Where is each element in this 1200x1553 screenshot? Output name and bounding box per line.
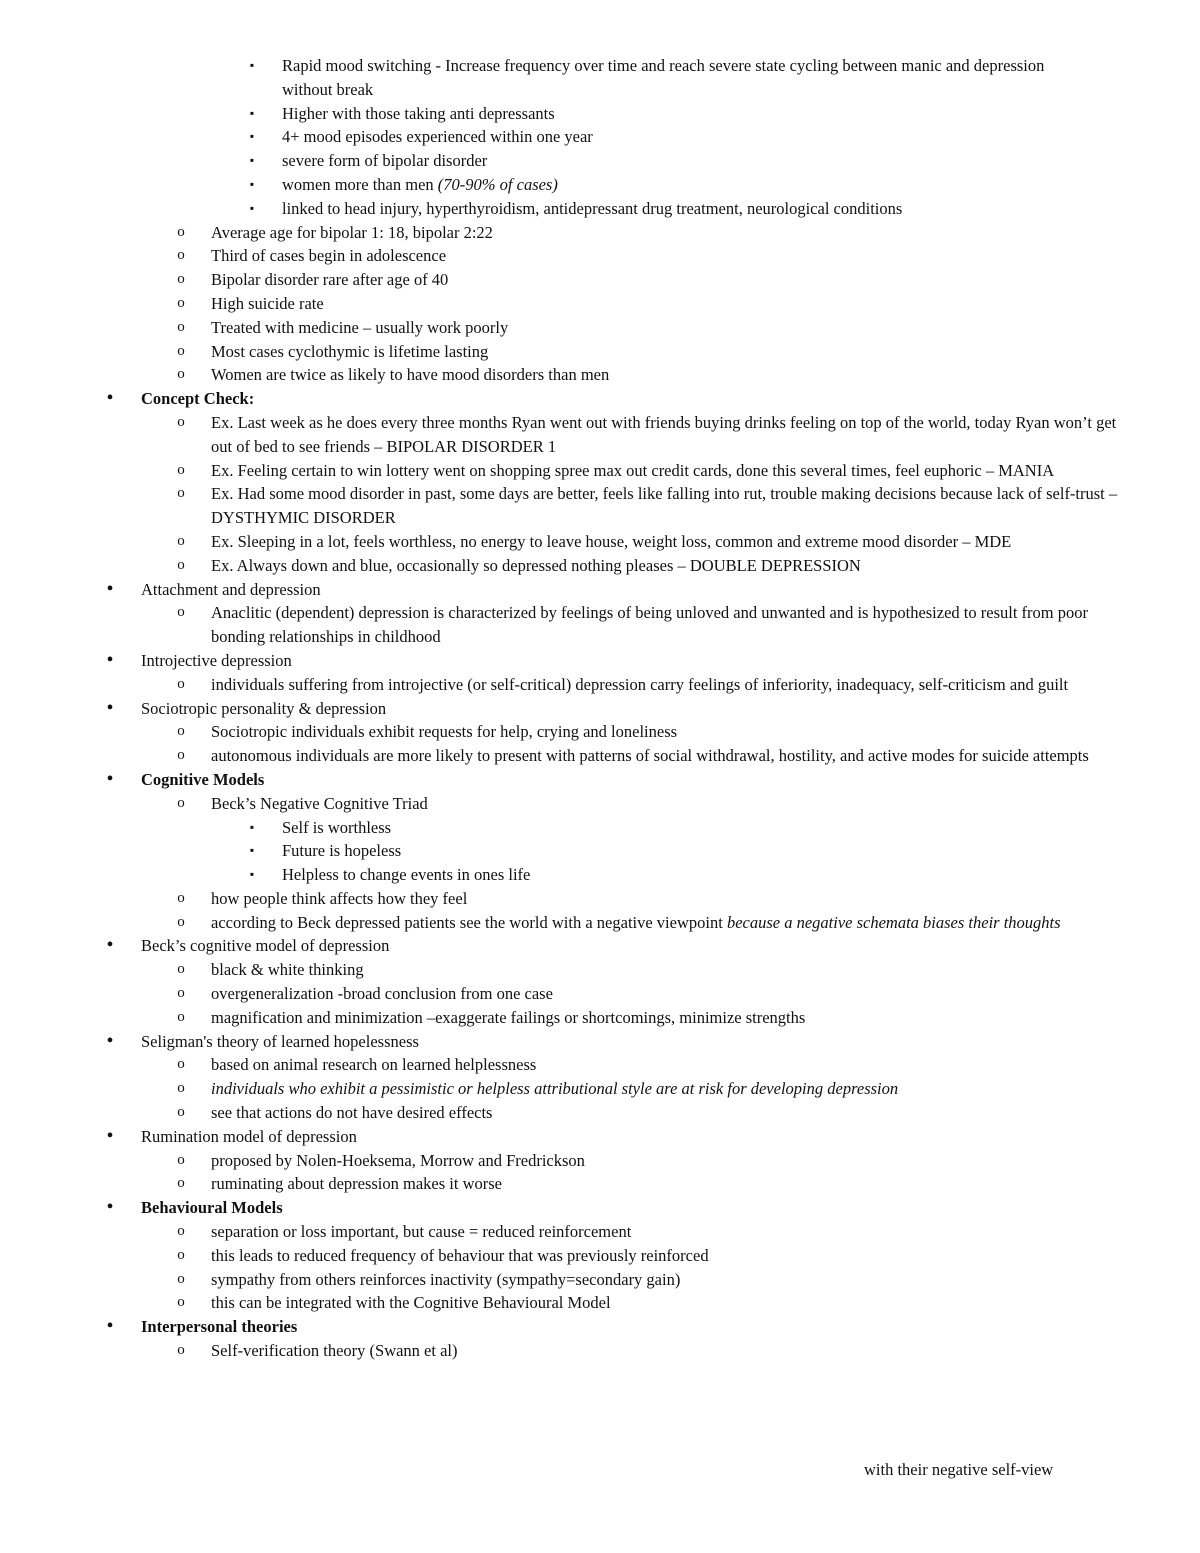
list-item-text: based on animal research on learned helplessness bbox=[211, 1055, 537, 1075]
list-item-text: Third of cases begin in adolescence bbox=[211, 246, 447, 266]
list-item-level-1 bbox=[0, 1125, 1200, 1149]
bullet-marker: ▪ bbox=[249, 105, 255, 120]
bullet-marker: o bbox=[177, 1008, 185, 1025]
list-item-level-3 bbox=[0, 863, 1200, 887]
bullet-marker: o bbox=[177, 461, 185, 478]
list-item-text: Behavioural Models bbox=[141, 1198, 283, 1218]
list-item-level-2 bbox=[0, 1291, 1200, 1315]
bullet-marker: o bbox=[177, 1080, 185, 1097]
list-item-level-3 bbox=[0, 197, 1200, 221]
bullet-marker: o bbox=[177, 961, 185, 978]
list-item-level-1 bbox=[0, 387, 1200, 411]
bullet-marker: o bbox=[177, 675, 185, 692]
list-item-text: women more than men bbox=[282, 174, 438, 194]
list-item-level-2 bbox=[0, 887, 1200, 911]
list-item-text: separation or loss important, but cause = reduced reinforcement bbox=[211, 1222, 632, 1242]
list-item-text: Introjective depression bbox=[141, 650, 292, 670]
bullet-marker: o bbox=[177, 1175, 185, 1192]
bullet-marker: o bbox=[177, 247, 185, 264]
list-item-level-1 bbox=[0, 578, 1200, 602]
bullet-marker: o bbox=[177, 1056, 185, 1073]
bullet-marker: o bbox=[177, 318, 185, 335]
list-item-text: Most cases cyclothymic is lifetime lasting bbox=[211, 341, 489, 361]
bullet-marker: o bbox=[177, 532, 185, 549]
bullet-marker: ▪ bbox=[249, 200, 255, 215]
bullet-marker: ▪ bbox=[249, 176, 255, 191]
notes-outline bbox=[0, 54, 1200, 1363]
list-item-text: Concept Check: bbox=[141, 389, 255, 409]
list-item-level-1 bbox=[0, 1196, 1200, 1220]
bullet-marker: o bbox=[177, 913, 185, 930]
bullet-marker: o bbox=[177, 1246, 185, 1263]
bullet-marker: ▪ bbox=[249, 129, 255, 144]
list-item-text: Ex. Had some mood disorder in past, some days are better, feels like falling into rut, trouble making decisions because lack of self-trust – DYSTHYMIC DISORDER bbox=[211, 484, 1118, 528]
bullet-marker: • bbox=[106, 387, 114, 410]
bullet-marker: • bbox=[106, 1196, 114, 1219]
list-item-text: autonomous individuals are more likely to present with patterns of social withdrawal, hostility, and active modes for suicide attempts bbox=[211, 746, 1089, 766]
list-item-italic-text: (70-90% of cases) bbox=[437, 174, 558, 194]
bullet-marker: o bbox=[177, 747, 185, 764]
list-item-level-2 bbox=[0, 244, 1200, 268]
list-item-text: Higher with those taking anti depressants bbox=[282, 103, 555, 123]
list-item-level-2 bbox=[0, 1172, 1200, 1196]
bullet-marker: • bbox=[106, 577, 114, 600]
list-item-level-2 bbox=[0, 1244, 1200, 1268]
list-item-level-2 bbox=[0, 1077, 1200, 1101]
list-item-text: Bipolar disorder rare after age of 40 bbox=[211, 270, 449, 290]
list-item-text: Helpless to change events in ones life bbox=[282, 865, 531, 885]
list-item-text: Rapid mood switching - Increase frequency over time and reach severe state cycling between manic and depression without break bbox=[282, 56, 1045, 99]
list-item-text: severe form of bipolar disorder bbox=[282, 151, 488, 171]
list-item-level-2 bbox=[0, 1339, 1200, 1363]
list-item-text: Attachment and depression bbox=[141, 579, 321, 599]
list-item-level-2 bbox=[0, 363, 1200, 387]
list-item-text: this leads to reduced frequency of behaviour that was previously reinforced bbox=[211, 1245, 709, 1265]
list-item-level-3 bbox=[0, 816, 1200, 840]
list-item-level-2 bbox=[0, 268, 1200, 292]
list-item-text: Ex. Feeling certain to win lottery went on shopping spree max out credit cards, done this several times, feel euphoric – MANIA bbox=[211, 460, 1055, 480]
list-item-level-3 bbox=[0, 102, 1200, 126]
bullet-marker: • bbox=[106, 767, 114, 790]
list-item-text: how people think affects how they feel bbox=[211, 888, 468, 908]
list-item-text: 4+ mood episodes experienced within one year bbox=[282, 127, 593, 147]
list-item-level-2 bbox=[0, 530, 1200, 554]
list-item-level-2 bbox=[0, 601, 1200, 649]
bullet-marker: o bbox=[177, 1294, 185, 1311]
list-item-level-2 bbox=[0, 1053, 1200, 1077]
bullet-marker: o bbox=[177, 794, 185, 811]
list-item-level-3 bbox=[0, 125, 1200, 149]
list-item-text: Seligman's theory of learned hopelessness bbox=[141, 1031, 419, 1051]
list-item-text: Sociotropic individuals exhibit requests for help, crying and loneliness bbox=[211, 722, 678, 742]
bullet-marker: • bbox=[106, 934, 114, 957]
list-item-text: magnification and minimization –exaggerate failings or shortcomings, minimize strengths bbox=[211, 1007, 806, 1027]
list-item-level-2 bbox=[0, 554, 1200, 578]
bullet-marker: o bbox=[177, 889, 185, 906]
list-item-level-1 bbox=[0, 1315, 1200, 1339]
list-item-text: Treated with medicine – usually work poorly bbox=[211, 317, 509, 337]
list-item-level-2 bbox=[0, 720, 1200, 744]
list-item-text: individuals suffering from introjective (or self-critical) depression carry feelings of inferiority, inadequacy, self-criticism and guilt bbox=[211, 674, 1069, 694]
bullet-marker: ▪ bbox=[249, 819, 255, 834]
list-item-text: Self is worthless bbox=[282, 817, 392, 837]
list-item-level-2 bbox=[0, 958, 1200, 982]
list-item-level-2 bbox=[0, 1101, 1200, 1125]
list-item-text: Rumination model of depression bbox=[141, 1126, 357, 1146]
bullet-marker: o bbox=[177, 413, 185, 430]
list-item-level-1 bbox=[0, 934, 1200, 958]
list-item-level-2 bbox=[0, 316, 1200, 340]
bullet-marker: o bbox=[177, 1270, 185, 1287]
list-item-text: Beck’s Negative Cognitive Triad bbox=[211, 793, 428, 813]
footer-note: with their negative self-view bbox=[864, 1460, 1054, 1479]
bullet-marker: ▪ bbox=[249, 867, 255, 882]
bullet-marker: o bbox=[177, 294, 185, 311]
list-item-text: Sociotropic personality & depression bbox=[141, 698, 387, 718]
bullet-marker: o bbox=[177, 604, 185, 621]
list-item-text: Interpersonal theories bbox=[141, 1317, 298, 1337]
bullet-marker: o bbox=[177, 485, 185, 502]
list-item-italic-text: because a negative schemata biases their thoughts bbox=[726, 912, 1061, 932]
bullet-marker: ▪ bbox=[249, 843, 255, 858]
list-item-text: see that actions do not have desired effects bbox=[211, 1103, 493, 1123]
list-item-level-1 bbox=[0, 649, 1200, 673]
list-item-text: Self-verification theory (Swann et al) bbox=[211, 1341, 458, 1361]
bullet-marker: o bbox=[177, 556, 185, 573]
list-item-text: sympathy from others reinforces inactivity (sympathy=secondary gain) bbox=[211, 1269, 681, 1289]
list-item-level-2 bbox=[0, 292, 1200, 316]
bullet-marker: o bbox=[177, 723, 185, 740]
list-item-level-2 bbox=[0, 221, 1200, 245]
list-item-level-2 bbox=[0, 340, 1200, 364]
list-item-text: ruminating about depression makes it worse bbox=[211, 1174, 502, 1194]
list-item-text: Ex. Sleeping in a lot, feels worthless, no energy to leave house, weight loss, common and extreme mood disorder – MDE bbox=[211, 531, 1012, 551]
list-item-text: individuals who exhibit a pessimistic or helpless attributional style are at risk for developing depression bbox=[211, 1079, 899, 1099]
list-item-text: Ex. Always down and blue, occasionally so depressed nothing pleases – DOUBLE DEPRESSION bbox=[211, 555, 861, 575]
list-item-text: linked to head injury, hyperthyroidism, antidepressant drug treatment, neurological conditions bbox=[282, 198, 903, 218]
list-item-level-3 bbox=[0, 149, 1200, 173]
list-item-text: Ex. Last week as he does every three months Ryan went out with friends buying drinks feeling on top of the world, today Ryan won’t get out of bed to see friends – BIPOLAR DISORDER 1 bbox=[211, 412, 1117, 456]
bullet-marker: o bbox=[177, 1104, 185, 1121]
list-item-level-2 bbox=[0, 673, 1200, 697]
bullet-marker: o bbox=[177, 1342, 185, 1359]
list-item-text: Women are twice as likely to have mood disorders than men bbox=[211, 365, 610, 385]
list-item-text: according to Beck depressed patients see the world with a negative viewpoint bbox=[211, 912, 727, 932]
list-item-level-2 bbox=[0, 482, 1200, 530]
list-item-level-3 bbox=[0, 839, 1200, 863]
list-item-level-2 bbox=[0, 1149, 1200, 1173]
list-item-level-1 bbox=[0, 697, 1200, 721]
list-item-text: proposed by Nolen-Hoeksema, Morrow and Fredrickson bbox=[211, 1150, 585, 1170]
list-item-text: Average age for bipolar 1: 18, bipolar 2:22 bbox=[211, 222, 493, 242]
bullet-marker: o bbox=[177, 1223, 185, 1240]
list-item-level-1 bbox=[0, 768, 1200, 792]
list-item-level-2 bbox=[0, 1006, 1200, 1030]
list-item-level-3 bbox=[0, 54, 1200, 102]
bullet-marker: o bbox=[177, 1151, 185, 1168]
list-item-text: High suicide rate bbox=[211, 293, 324, 313]
bullet-marker: o bbox=[177, 366, 185, 383]
bullet-marker: o bbox=[177, 342, 185, 359]
bullet-marker: o bbox=[177, 985, 185, 1002]
list-item-level-1 bbox=[0, 1030, 1200, 1054]
list-item-text: Anaclitic (dependent) depression is characterized by feelings of being unloved and unwanted and is hypothesized to result from poor bonding relationships in childhood bbox=[211, 603, 1088, 647]
list-item-text: Beck’s cognitive model of depression bbox=[141, 936, 390, 956]
bullet-marker: • bbox=[106, 1315, 114, 1338]
bullet-marker: ▪ bbox=[249, 153, 255, 168]
list-item-text: Future is hopeless bbox=[282, 841, 402, 861]
list-item-text: black & white thinking bbox=[211, 960, 364, 980]
list-item-level-2 bbox=[0, 982, 1200, 1006]
list-item-level-2 bbox=[0, 792, 1200, 816]
bullet-marker: • bbox=[106, 648, 114, 671]
bullet-marker: o bbox=[177, 271, 185, 288]
list-item-text: this can be integrated with the Cognitive Behavioural Model bbox=[211, 1293, 611, 1313]
bullet-marker: ▪ bbox=[249, 58, 255, 72]
list-item-level-2 bbox=[0, 911, 1200, 935]
list-item-level-2 bbox=[0, 411, 1200, 459]
list-item-text: Cognitive Models bbox=[141, 769, 265, 789]
list-item-level-2 bbox=[0, 744, 1200, 768]
bullet-marker: • bbox=[106, 1124, 114, 1147]
list-item-level-2 bbox=[0, 1268, 1200, 1292]
bullet-marker: • bbox=[106, 696, 114, 719]
bullet-marker: o bbox=[177, 223, 185, 240]
list-item-level-3 bbox=[0, 173, 1200, 197]
bullet-marker: • bbox=[106, 1029, 114, 1052]
list-item-level-2 bbox=[0, 459, 1200, 483]
list-item-level-2 bbox=[0, 1220, 1200, 1244]
list-item-text: overgeneralization -broad conclusion from one case bbox=[211, 984, 553, 1004]
